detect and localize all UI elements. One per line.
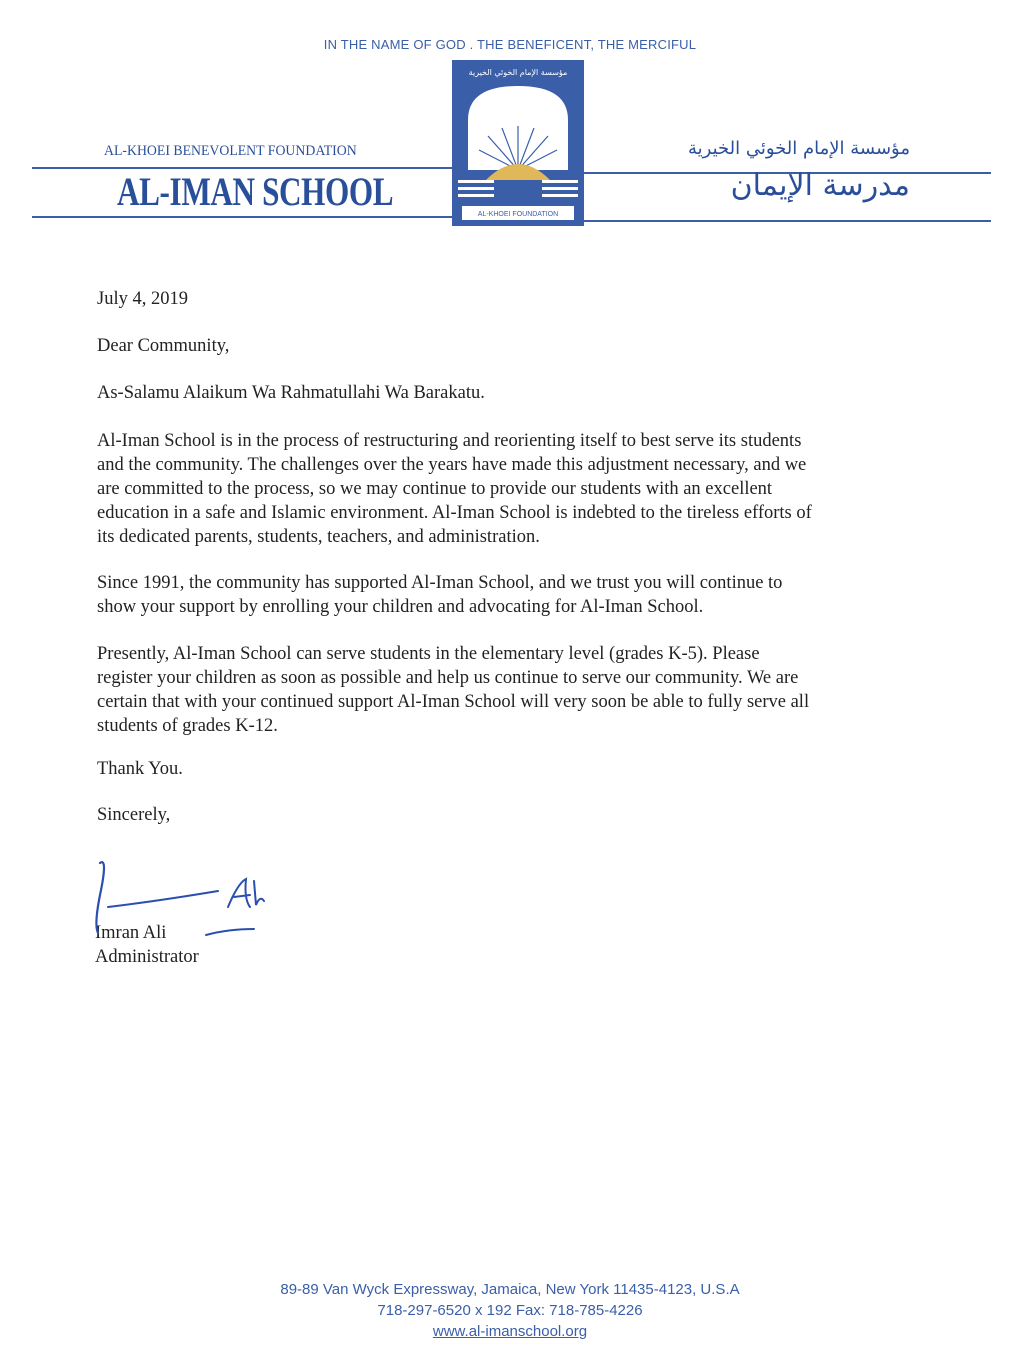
logo-bottom-text: AL-KHOEI FOUNDATION (477, 211, 559, 218)
footer-website-link[interactable]: www.al-imanschool.org (432, 1323, 588, 1340)
foundation-name-en: AL-KHOEI BENEVOLENT FOUNDATION (104, 143, 357, 159)
letter-thanks: Thank You. (97, 759, 183, 779)
letterhead-rule-left-top (32, 167, 456, 169)
paragraph-1-line: education in a safe and Islamic environment. Al-Iman School is indebted to the tireless efforts of (97, 503, 812, 523)
footer-phone: 718-297-6520 x 192 Fax: 718-785-4226 (377, 1302, 643, 1319)
school-name-ar: مدرسة الإيمان (730, 168, 910, 203)
paragraph-3-line: students of grades K-12. (97, 716, 278, 736)
letter-greeting: As-Salamu Alaikum Wa Rahmatullahi Wa Barakatu. (97, 383, 485, 403)
signer-title: Administrator (95, 947, 199, 967)
letter-closing: Sincerely, (97, 805, 171, 825)
footer-address: 89-89 Van Wyck Expressway, Jamaica, New York 11435-4123, U.S.A (280, 1281, 740, 1298)
letterhead-tagline: IN THE NAME OF GOD . THE BENEFICENT, THE MERCIFUL (323, 37, 697, 52)
paragraph-1-line: are committed to the process, so we may continue to provide our students with an excellent (97, 479, 773, 499)
letterhead-rule-right-bottom (583, 220, 991, 222)
letterhead-rule-left-bottom (32, 216, 456, 218)
paragraph-2-line: show your support by enrolling your children and advocating for Al-Iman School. (97, 597, 704, 617)
signer-name: Imran Ali (95, 923, 167, 943)
paragraph-1-line: and the community. The challenges over the years have made this adjustment necessary, and we (97, 455, 807, 475)
paragraph-2-line: Since 1991, the community has supported Al-Iman School, and we trust you will continue to (97, 573, 783, 593)
handwritten-signature (78, 855, 298, 945)
paragraph-3-line: certain that with your continued support Al-Iman School will very soon be able to fully serve all (97, 692, 810, 712)
letter-date: July 4, 2019 (97, 289, 188, 309)
paragraph-3-line: Presently, Al-Iman School can serve students in the elementary level (grades K-5). Please (97, 644, 760, 664)
foundation-name-ar: مؤسسة الإمام الخوئي الخيرية (688, 138, 910, 159)
school-name-en: AL-IMAN SCHOOL (117, 169, 394, 214)
foundation-logo (452, 60, 584, 226)
paragraph-1-line: its dedicated parents, students, teachers, and administration. (97, 527, 540, 547)
paragraph-3-line: register your children as soon as possible and help us continue to serve our community. We are (97, 668, 799, 688)
letter-salutation: Dear Community, (97, 336, 230, 356)
logo-top-text: مؤسسة الإمام الخوئي الخيرية (468, 68, 568, 77)
paragraph-1-line: Al-Iman School is in the process of restructuring and reorienting itself to best serve its students (97, 431, 802, 451)
